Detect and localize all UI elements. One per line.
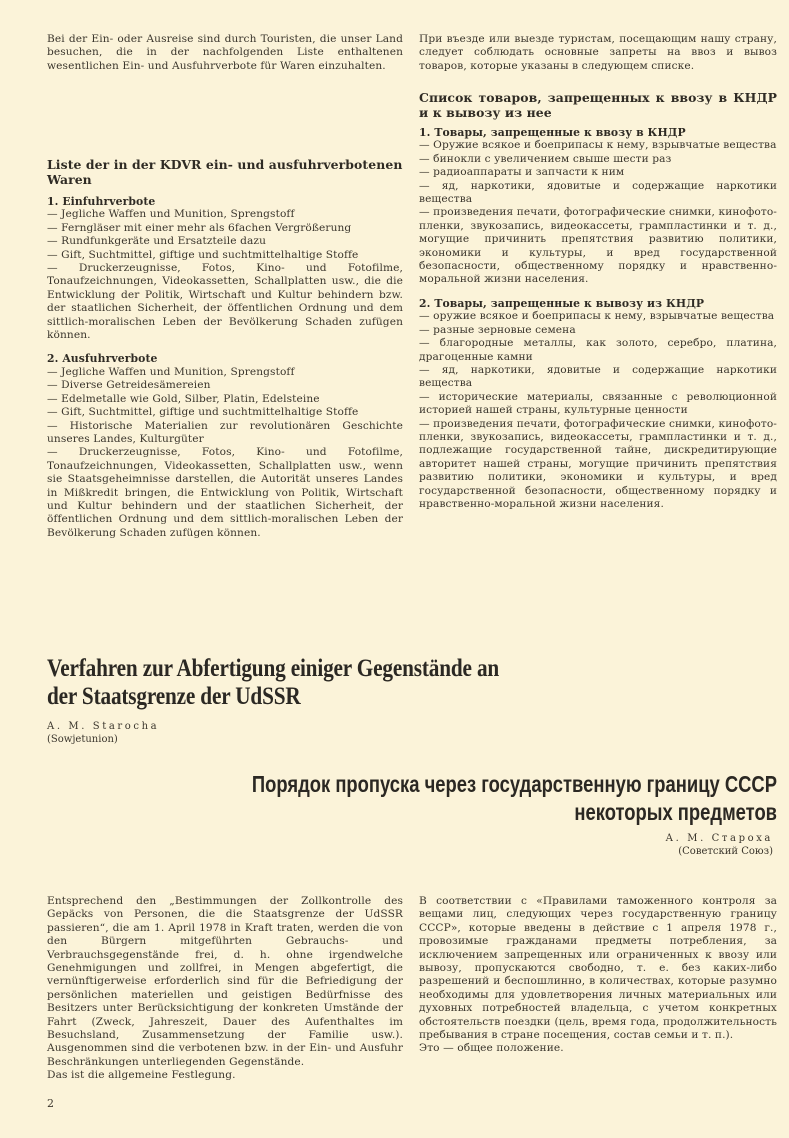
list-item: — произведения печати, фотографические снимки, кинофото-пленки, звукозапись, видеокассеты, грампластинки и т. д., могущие причинить препятствия развитию политики, экономики и культуры, и вред государственной безопасности, общественному порядку и нравственно-моральной жизни населения. xyxy=(419,206,777,286)
ru-import-heading: 1. Товары, запрещенные к ввозу в КНДР xyxy=(419,126,686,139)
ru-intro-paragraph xyxy=(419,33,777,73)
article-title-ru-line2: некоторых предметов xyxy=(574,799,777,825)
body-paragraph-ru: В соответствии с «Правилами таможенного контроля за вещами лиц, следующих через государственную границу СССР», которые введены в действие с 1 апреля 1978 г., провозимые гражданами предметы потребления, за исключением запрещенных или ограниченных к ввозу или вывозу, пропускаются свободно, т. е. без каких-либо разрешений и беспошлинно, в количествах, которые разумно необходимы для удовлетворения личных материальных или духовных потребностей владельца, с учетом конкретных обстоятельств поездки (цель, время года, продолжительность пребывания в стране посещения, состав семьи и т. п.). xyxy=(419,895,777,1042)
list-item: — Druckerzeugnisse, Fotos, Kino- und Fotofilme, Tonaufzeichnungen, Videokassetten, Schallplatten usw., die die Entwicklung der Politik, Wirtschaft und Kultur behindern bzw. der staatlichen Sicherheit, der öffentlichen Ordnung und dem sittlich-moralischen Leben der Bevölkerung Schaden zufügen können. xyxy=(47,262,403,342)
author-name-ru: А. М. Староха xyxy=(665,833,773,844)
author-country-de: (Sowjetunion) xyxy=(47,734,118,745)
body-paragraph-de: Entsprechend den „Bestimmungen der Zollkontrolle des Gepäcks von Personen, die die Staatsgrenze der UdSSR passieren“, die am 1. April 1978 in Kraft traten, werden die von den Bürgern mitgeführten Gebrauchs- und Verbrauchsgegenstände frei, d. h. ohne irgendwelche Genehmigungen und zollfrei, in Mengen abgefertigt, die vernünftigerweise erforderlich sind für die Befriedigung der persönlichen materiellen und geistigen Bedürfnisse des Besitzers unter Berücksichtigung der konkreten Umstände der Fahrt (Zweck, Jahreszeit, Dauer des Aufenthaltes im Besuchsland, Zusammensetzung der Familie usw.). Ausgenommen sind die verbotenen bzw. in der Ein- und Ausfuhr Beschränkungen unterliegenden Gegenstände. xyxy=(47,895,403,1068)
de-export-heading: 2. Ausfuhrverbote xyxy=(47,352,158,366)
author-block-de xyxy=(47,720,159,746)
ru-list-section xyxy=(419,90,777,511)
list-item: — Jegliche Waffen und Munition, Sprengstoff xyxy=(47,365,295,378)
list-item: — яд, наркотики, ядовитые и содержащие наркотики вещества xyxy=(419,179,777,206)
list-item: — Jegliche Waffen und Munition, Sprengstoff xyxy=(47,208,295,221)
list-item: — Gift, Suchtmittel, giftige und suchtmittelhaltige Stoffe xyxy=(47,406,359,419)
list-item: — исторические материалы, связанные с революционной историей нашей страны, культурные ценности xyxy=(419,390,777,417)
author-block-ru xyxy=(666,832,774,858)
list-item: — разные зерновые семена xyxy=(419,323,576,336)
de-import-heading: 1. Einfuhrverbote xyxy=(47,195,156,208)
ru-intro-text: При въезде или выезде туристам, посещающим нашу страну, следует соблюдать основные запреты на ввоз и вывоз товаров, которые указаны в следующем списке. xyxy=(419,33,777,72)
closing-line-de: Das ist die allgemeine Festlegung. xyxy=(47,1069,236,1082)
de-list-title: Liste der in der KDVR ein- und ausfuhrverbotenen Waren xyxy=(47,157,403,187)
list-item: — Historische Materialien zur revolutionären Geschichte unseres Landes, Kulturgüter xyxy=(47,419,403,445)
de-list-section xyxy=(47,157,403,540)
article-title-ru xyxy=(57,770,777,826)
ru-list-title: Список товаров, запрещенных к ввозу в КНДР и к вывозу из нее xyxy=(419,90,777,120)
list-item: — Оружие всякое и боеприпасы к нему, взрывчатые вещества xyxy=(419,139,777,152)
article-title-ru-line1: Порядок пропуска через государственную границу СССР xyxy=(251,771,777,797)
list-item: — радиоаппараты и запчасти к ним xyxy=(419,166,625,179)
article-title-de: Verfahren zur Abfertigung einiger Gegenstände an der Staatsgrenze der UdSSR xyxy=(47,655,500,710)
list-item: — Druckerzeugnisse, Fotos, Kino- und Fotofilme, Tonaufzeichnungen, Videokassetten, Schallplatten usw., wenn sie Staatsgeheimnisse darstellen, die Autorität unseres Landes in Mißkredit bringen, die Entwicklung von Politik, Wirtschaft und Kultur behindern und der staatlichen Sicherheit, der öffentlichen Ordnung und dem sittlich-moralischen Leben der Bevölkerung Schaden zufügen können. xyxy=(47,446,403,539)
article-body-ru xyxy=(419,895,777,1056)
list-item: — Ferngläser mit einer mehr als 6fachen Vergrößerung xyxy=(47,221,352,234)
page-number: 2 xyxy=(47,1097,54,1110)
list-item: — Rundfunkgeräte und Ersatzteile dazu xyxy=(47,235,266,248)
list-item: — благородные металлы, как золото, серебро, платина, драгоценные камни xyxy=(419,337,777,363)
article-body-de xyxy=(47,895,403,1083)
list-item: — яд, наркотики, ядовитые и содержащие наркотики вещества xyxy=(419,363,777,390)
list-item: — Diverse Getreidesämereien xyxy=(47,379,211,392)
author-country-ru: (Советский Союз) xyxy=(678,846,773,857)
list-item: — оружие всякое и боеприпасы к нему, взрывчатые вещества xyxy=(419,310,775,323)
ru-export-heading: 2. Товары, запрещенные к вывозу из КНДР xyxy=(419,296,705,310)
list-item: — произведения печати, фотографические снимки, кинофото-пленки, звукозапись, видеокассеты, грампластинки и т. д., подлежащие государственной тайне, дискредитирующие авторитет нашей страны, могущие причинить препятствия развитию политики, экономики и культуры, и вред государственной безопасности, общественному порядку и нравственно-моральной жизни населения. xyxy=(419,417,777,510)
closing-line-ru: Это — общее положение. xyxy=(419,1042,564,1055)
list-item: — Gift, Suchtmittel, giftige und suchtmittelhaltige Stoffe xyxy=(47,248,359,261)
list-item: — Edelmetalle wie Gold, Silber, Platin, Edelsteine xyxy=(47,392,320,405)
author-name-de: A. M. Starocha xyxy=(47,721,160,732)
list-item: — бинокли с увеличением свыше шести раз xyxy=(419,152,672,165)
de-intro-paragraph xyxy=(47,33,403,73)
de-intro-text: Bei der Ein- oder Ausreise sind durch Touristen, die unser Land besuchen, die in der nachfolgenden Liste enthaltenen wesentlichen Ein- und Ausfuhrverbote für Waren einzuhalten. xyxy=(47,33,403,72)
